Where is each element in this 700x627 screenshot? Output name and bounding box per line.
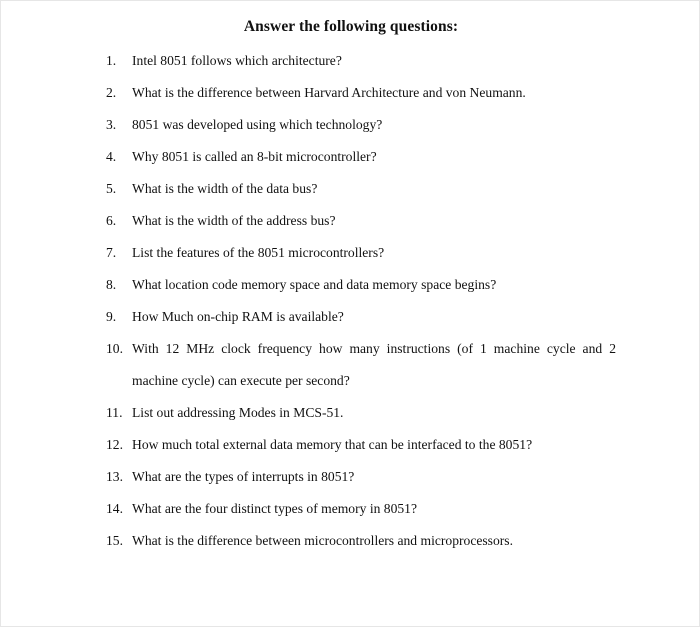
- question-text: What is the difference between microcontrollers and microprocessors.: [132, 533, 513, 548]
- question-item: [1, 432, 700, 464]
- page-title: Answer the following questions:: [243, 18, 459, 35]
- question-text: What location code memory space and data memory space begins?: [132, 277, 497, 292]
- question-item: [1, 528, 700, 560]
- question-text: What are the types of interrupts in 8051?: [132, 469, 355, 484]
- question-number: 3.: [106, 117, 117, 132]
- question-number: 10.: [106, 341, 123, 356]
- question-number: 6.: [106, 213, 117, 228]
- question-number: 11.: [106, 405, 123, 420]
- question-item: [1, 336, 700, 400]
- question-text: List the features of the 8051 microcontrollers?: [132, 245, 385, 260]
- question-text: 8051 was developed using which technology?: [132, 117, 383, 132]
- question-number: 1.: [106, 53, 117, 68]
- question-number: 14.: [106, 501, 123, 516]
- question-number: 12.: [106, 437, 123, 452]
- question-text: What is the difference between Harvard Architecture and von Neumann.: [132, 85, 526, 100]
- question-item: [1, 400, 700, 432]
- question-text: Intel 8051 follows which architecture?: [132, 53, 342, 68]
- question-number: 5.: [106, 181, 117, 196]
- question-item: [1, 304, 700, 336]
- question-text: With 12 MHz clock frequency how many instructions (of 1 machine cycle and 2 machine cycle) can execute per second?: [132, 341, 616, 388]
- question-text: Why 8051 is called an 8-bit microcontroller?: [132, 149, 377, 164]
- question-item: [1, 48, 700, 80]
- question-number: 13.: [106, 469, 123, 484]
- question-item: [1, 208, 700, 240]
- question-item: [1, 240, 700, 272]
- question-text: What is the width of the data bus?: [132, 181, 318, 196]
- question-item: [1, 272, 700, 304]
- question-text: How Much on-chip RAM is available?: [132, 309, 344, 324]
- question-text: How much total external data memory that can be interfaced to the 8051?: [132, 437, 533, 452]
- question-text: What are the four distinct types of memory in 8051?: [132, 501, 418, 516]
- question-item: [1, 496, 700, 528]
- question-item: [1, 176, 700, 208]
- question-text: What is the width of the address bus?: [132, 213, 336, 228]
- question-item: [1, 464, 700, 496]
- question-number: 8.: [106, 277, 117, 292]
- question-number: 7.: [106, 245, 117, 260]
- question-item: [1, 144, 700, 176]
- question-list: [1, 48, 700, 560]
- question-number: 2.: [106, 85, 117, 100]
- question-number: 9.: [106, 309, 117, 324]
- question-text: List out addressing Modes in MCS-51.: [132, 405, 344, 420]
- question-item: [1, 112, 700, 144]
- question-number: 15.: [106, 533, 123, 548]
- question-item: [1, 80, 700, 112]
- question-number: 4.: [106, 149, 117, 164]
